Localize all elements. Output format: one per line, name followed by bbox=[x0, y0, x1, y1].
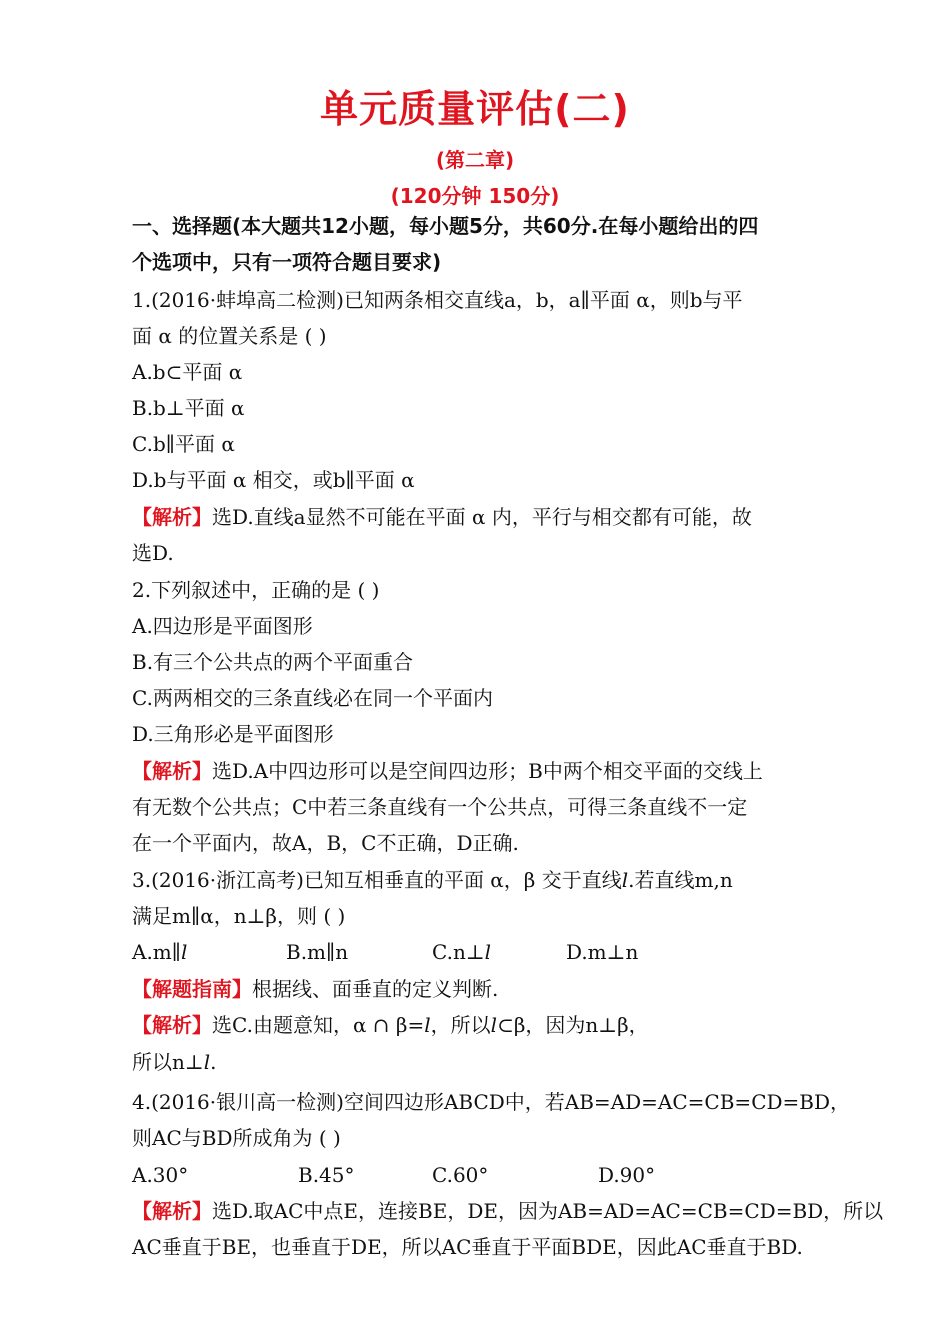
q3-analysis-tag: 【解析】 bbox=[132, 1013, 212, 1037]
q3-stem-line1 bbox=[132, 868, 832, 892]
q3-option-a bbox=[132, 940, 187, 964]
q1-explanation-line1 bbox=[132, 505, 832, 529]
q2-option-c: C.两两相交的三条直线必在同一个平面内 bbox=[132, 686, 493, 710]
q3-exp-c: ⊂β，因为n⊥β， bbox=[497, 1013, 649, 1037]
q2-option-a: A.四边形是平面图形 bbox=[132, 614, 313, 638]
q3-exp2-l: l bbox=[203, 1050, 211, 1074]
q2-explanation-line1 bbox=[132, 759, 832, 783]
q3-stem-line2: 满足m∥α，n⊥β，则 ( ) bbox=[132, 904, 346, 928]
q1-explanation-line2: 选D. bbox=[132, 541, 174, 565]
q4-explanation-text1: 选D.取AC中点E，连接BE，DE，因为AB=AD=AC=CB=CD=BD，所以 bbox=[212, 1199, 884, 1223]
q3-option-d: D.m⊥n bbox=[566, 940, 639, 964]
q3-exp-l2: l bbox=[490, 1013, 498, 1037]
q3-exp2-a: 所以n⊥ bbox=[132, 1050, 204, 1074]
q1-option-c: C.b∥平面 α bbox=[132, 432, 235, 456]
q4-stem-line2: 则AC与BD所成角为 ( ) bbox=[132, 1126, 341, 1150]
q3-exp-b: ，所以 bbox=[430, 1013, 491, 1037]
q3-explanation-line1 bbox=[132, 1013, 832, 1037]
q4-option-b: B.45° bbox=[298, 1163, 355, 1187]
q3-hint-text: 根据线、面垂直的定义判断. bbox=[252, 977, 499, 1001]
q1-analysis-tag: 【解析】 bbox=[132, 505, 212, 529]
q4-stem-line1: 4.(2016·银川高一检测)空间四边形ABCD中，若AB=AD=AC=CB=CD=BD， bbox=[132, 1090, 851, 1114]
q3-exp-a: 选C.由题意知，α ∩ β= bbox=[212, 1013, 425, 1037]
q3-hint-tag: 【解题指南】 bbox=[132, 977, 252, 1001]
q4-analysis-tag: 【解析】 bbox=[132, 1199, 212, 1223]
q1-explanation-text1: 选D.直线a显然不可能在平面 α 内，平行与相交都有可能，故 bbox=[212, 505, 752, 529]
q2-explanation-line2: 有无数个公共点；C中若三条直线有一个公共点，可得三条直线不一定 bbox=[132, 795, 748, 819]
q3-exp-l1: l bbox=[424, 1013, 431, 1037]
section-heading-line2: 个选项中，只有一项符合题目要求) bbox=[132, 250, 442, 274]
q1-stem-line1: 1.(2016·蚌埠高二检测)已知两条相交直线a，b，a∥平面 α，则b与平 bbox=[132, 288, 743, 312]
q2-stem: 2.下列叙述中，正确的是 ( ) bbox=[132, 578, 380, 602]
q4-explanation-line1 bbox=[132, 1199, 884, 1223]
q1-option-d: D.b与平面 α 相交，或b∥平面 α bbox=[132, 468, 415, 492]
q2-option-b: B.有三个公共点的两个平面重合 bbox=[132, 650, 414, 674]
q4-option-d: D.90° bbox=[598, 1163, 656, 1187]
q3-stem-text-a: 3.(2016·浙江高考)已知互相垂直的平面 α，β 交于直线 bbox=[132, 868, 622, 892]
q1-option-a: A.b⊂平面 α bbox=[132, 360, 243, 384]
q3-option-b: B.m∥n bbox=[286, 940, 349, 964]
q4-option-c: C.60° bbox=[432, 1163, 489, 1187]
q3-stem-text-b: .若直线m,n bbox=[628, 868, 733, 892]
q4-option-a: A.30° bbox=[132, 1163, 189, 1187]
q3-option-c-text: C.n⊥ bbox=[432, 940, 485, 964]
q3-option-c bbox=[432, 940, 491, 964]
q4-explanation-line2: AC垂直于BE，也垂直于DE，所以AC垂直于平面BDE，因此AC垂直于BD. bbox=[132, 1235, 803, 1259]
section-heading-line1: 一、选择题(本大题共12小题，每小题5分，共60分.在每小题给出的四 bbox=[132, 214, 759, 238]
q3-explanation-line2 bbox=[132, 1050, 832, 1074]
q3-line-l: l bbox=[621, 868, 629, 892]
page-title: 单元质量评估(二) bbox=[320, 87, 630, 131]
q3-option-a-text: A.m∥ bbox=[132, 940, 182, 964]
q1-stem-line2: 面 α 的位置关系是 ( ) bbox=[132, 324, 327, 348]
q3-option-c-l: l bbox=[484, 940, 492, 964]
q3-option-a-l: l bbox=[181, 940, 188, 964]
q2-explanation-line3: 在一个平面内，故A，B，C不正确，D正确. bbox=[132, 831, 519, 855]
q3-hint bbox=[132, 977, 832, 1001]
q3-exp2-dot: . bbox=[210, 1050, 217, 1074]
q2-analysis-tag: 【解析】 bbox=[132, 759, 212, 783]
chapter-subtitle: (第二章) bbox=[435, 148, 515, 172]
q1-option-b: B.b⊥平面 α bbox=[132, 396, 245, 420]
time-score: (120分钟 150分) bbox=[390, 184, 560, 208]
q2-option-d: D.三角形必是平面图形 bbox=[132, 722, 334, 746]
q2-explanation-text1: 选D.A中四边形可以是空间四边形；B中两个相交平面的交线上 bbox=[212, 759, 763, 783]
